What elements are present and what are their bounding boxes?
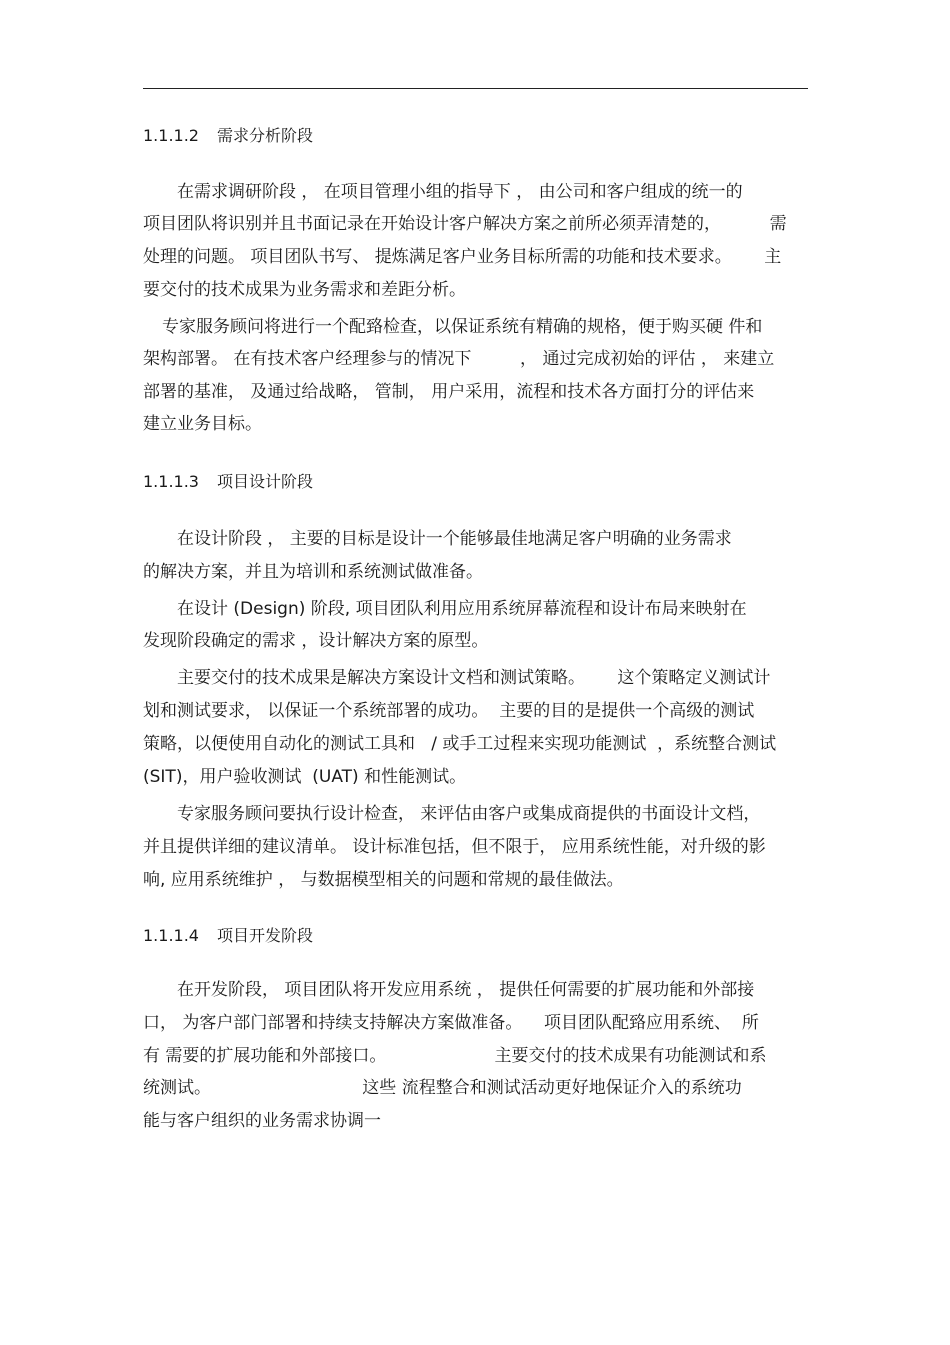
section-number: 1.1.1.4 [143, 926, 199, 945]
paragraph-line: (SIT)，用户验收测试 (UAT) 和性能测试。 [143, 767, 467, 787]
paragraph-line: 架构部署。 在有技术客户经理参与的情况下 ， 通过完成初始的评估 ， 来建立 [143, 349, 775, 369]
section-heading-1-1-1-4 [143, 925, 313, 947]
section-number: 1.1.1.2 [143, 126, 199, 145]
paragraph-line: 统测试。 这些 流程整合和测试活动更好地保证介入的系统功 [143, 1078, 742, 1098]
section-number: 1.1.1.3 [143, 472, 199, 491]
paragraph-line: 的解决方案，并且为培训和系统测试做准备。 [143, 562, 483, 582]
section-title: 项目开发阶段 [217, 926, 314, 945]
section-heading-1-1-1-3 [143, 471, 313, 493]
paragraph-line: 策略，以便使用自动化的测试工具和 / 或手工过程来实现功能测试 ，系统整合测试 [143, 734, 777, 754]
paragraph-line: 项目团队将识别并且书面记录在开始设计客户解决方案之前所必须弄清楚的， 需 [143, 214, 787, 234]
paragraph-line: 划和测试要求， 以保证一个系统部署的成功。 主要的目的是提供一个高级的测试 [143, 701, 755, 721]
paragraph-line: 建立业务目标。 [143, 414, 262, 434]
paragraph-line: 响, 应用系统维护 ， 与数据模型相关的问题和常规的最佳做法。 [143, 870, 624, 890]
section-title: 需求分析阶段 [217, 126, 314, 145]
paragraph-line: 并且提供详细的建议清单。 设计标准包括，但不限于， 应用系统性能，对升级的影 [143, 837, 766, 857]
paragraph-line: 专家服务顾问要执行设计检查， 来评估由客户或集成商提供的书面设计文档， [177, 804, 761, 824]
paragraph-line: 部署的基准， 及通过给战略， 管制， 用户采用，流程和技术各方面打分的评估来 [143, 382, 755, 402]
paragraph-line: 在设计 (Design) 阶段, 项目团队利用应用系统屏幕流程和设计布局来映射在 [177, 599, 747, 619]
paragraph-line: 发现阶段确定的需求 ，设计解决方案的原型。 [143, 631, 489, 651]
paragraph-line: 在开发阶段， 项目团队将开发应用系统 ， 提供任何需要的扩展功能和外部接 [177, 980, 755, 1000]
header-rule [143, 88, 808, 89]
paragraph-line: 有 需要的扩展功能和外部接口。 主要交付的技术成果有功能测试和系 [143, 1046, 767, 1066]
paragraph-line: 专家服务顾问将进行一个配臵检查，以保证系统有精确的规格，便于购买硬 件和 [162, 317, 763, 337]
paragraph-line: 处理的问题。 项目团队书写、 提炼满足客户业务目标所需的功能和技术要求。 主 [143, 247, 782, 267]
section-heading-1-1-1-2 [143, 125, 313, 147]
paragraph-line: 主要交付的技术成果是解决方案设计文档和测试策略。 这个策略定义测试计 [177, 668, 771, 688]
section-title: 项目设计阶段 [217, 472, 314, 491]
paragraph-line: 要交付的技术成果为业务需求和差距分析。 [143, 280, 466, 300]
paragraph-line: 在设计阶段 ， 主要的目标是设计一个能够最佳地满足客户明确的业务需求 [177, 529, 732, 549]
paragraph-line: 口， 为客户部门部署和持续支持解决方案做准备。 项目团队配臵应用系统、 所 [143, 1013, 759, 1033]
paragraph-line: 在需求调研阶段 ， 在项目管理小组的指导下 ， 由公司和客户组成的统一的 [177, 182, 743, 202]
paragraph-line: 能与客户组织的业务需求协调一 [143, 1111, 381, 1131]
